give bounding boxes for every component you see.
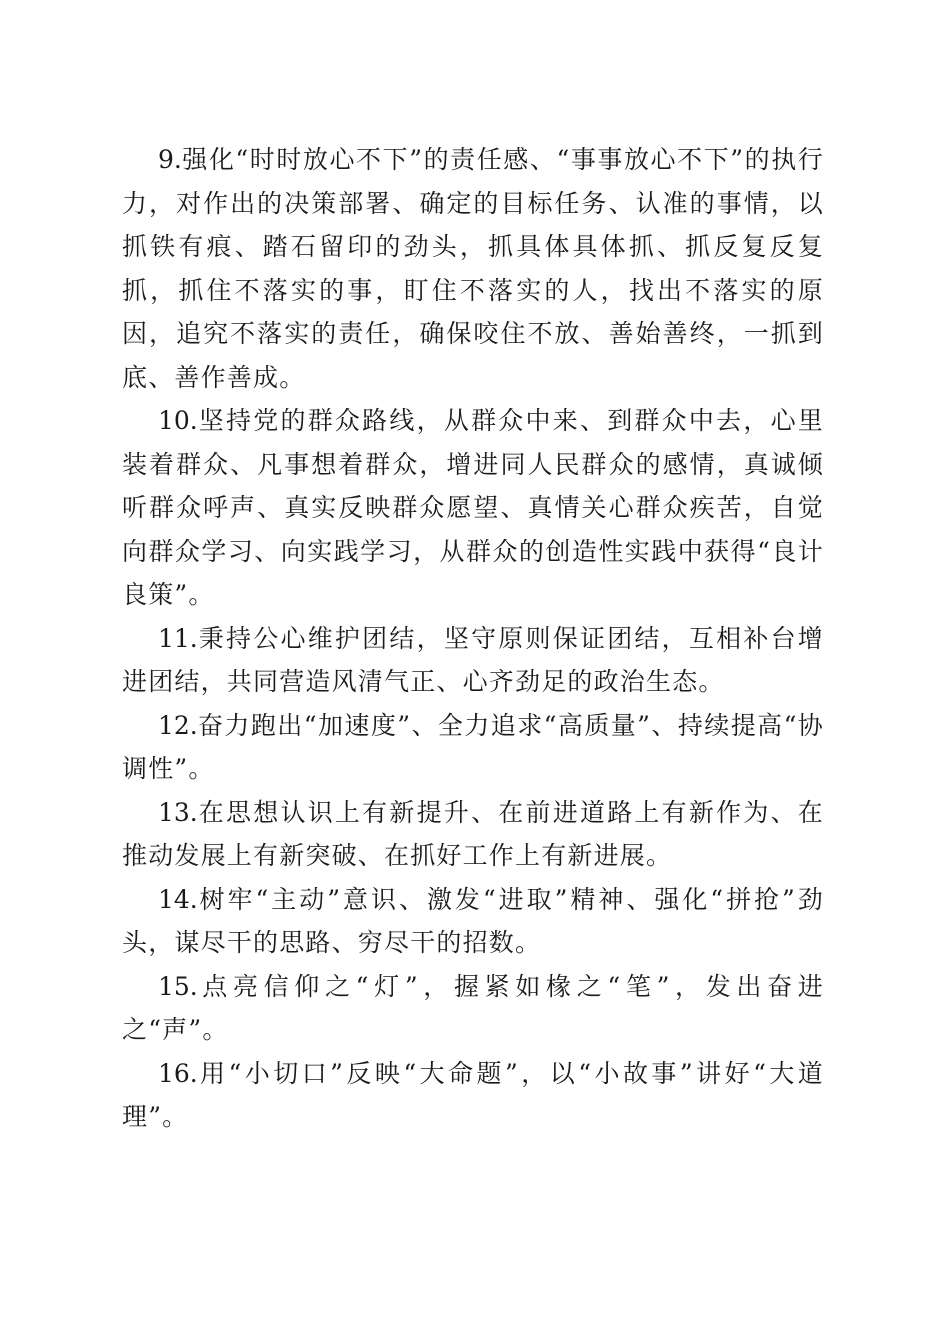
paragraph-11 bbox=[122, 617, 824, 704]
paragraph-number: 12. bbox=[158, 710, 198, 740]
paragraph-12 bbox=[122, 704, 824, 791]
paragraph-number: 11. bbox=[158, 623, 198, 653]
paragraph-text: 坚持党的群众路线，从群众中来、到群众中去，心里装着群众、凡事想着群众，增进同人民群众的感情，真诚倾听群众呼声、真实反映群众愿望、真情关心群众疾苦，自觉向群众学习、向实践学习，从群众的创造性实践中获得“良计良策”。 bbox=[122, 406, 824, 609]
paragraph-text: 秉持公心维护团结，坚守原则保证团结，互相补台增进团结，共同营造风清气正、心齐劲足的政治生态。 bbox=[122, 623, 824, 696]
paragraph-text: 点亮信仰之“灯”，握紧如椽之“笔”，发出奋进之“声”。 bbox=[122, 971, 824, 1044]
document-body bbox=[122, 138, 824, 1139]
paragraph-text: 奋力跑出“加速度”、全力追求“高质量”、持续提高“协调性”。 bbox=[122, 710, 824, 783]
paragraph-13 bbox=[122, 791, 824, 878]
paragraph-number: 13. bbox=[158, 797, 198, 827]
paragraph-15 bbox=[122, 965, 824, 1052]
paragraph-number: 10. bbox=[158, 406, 198, 435]
paragraph-number: 9. bbox=[158, 145, 182, 174]
paragraph-14 bbox=[122, 878, 824, 965]
paragraph-text: 强化“时时放心不下”的责任感、“事事放心不下”的执行力，对作出的决策部署、确定的目标任务、认准的事情，以抓铁有痕、踏石留印的劲头，抓具体具体抓、抓反复反复抓，抓住不落实的事，盯住不落实的人，找出不落实的原因，追究不落实的责任，确保咬住不放、善始善终，一抓到底、善作善成。 bbox=[122, 145, 824, 392]
paragraph-text: 在思想认识上有新提升、在前进道路上有新作为、在推动发展上有新突破、在抓好工作上有新进展。 bbox=[122, 797, 824, 870]
paragraph-text: 树牢“主动”意识、激发“进取”精神、强化“拼抢”劲头，谋尽干的思路、穷尽干的招数。 bbox=[122, 884, 824, 957]
paragraph-10 bbox=[122, 399, 824, 617]
paragraph-number: 14. bbox=[158, 884, 198, 914]
paragraph-text: 用“小切口”反映“大命题”，以“小故事”讲好“大道理”。 bbox=[122, 1058, 824, 1131]
paragraph-number: 15. bbox=[158, 971, 198, 1001]
paragraph-9 bbox=[122, 138, 824, 399]
paragraph-number: 16. bbox=[158, 1058, 198, 1088]
paragraph-16 bbox=[122, 1052, 824, 1139]
